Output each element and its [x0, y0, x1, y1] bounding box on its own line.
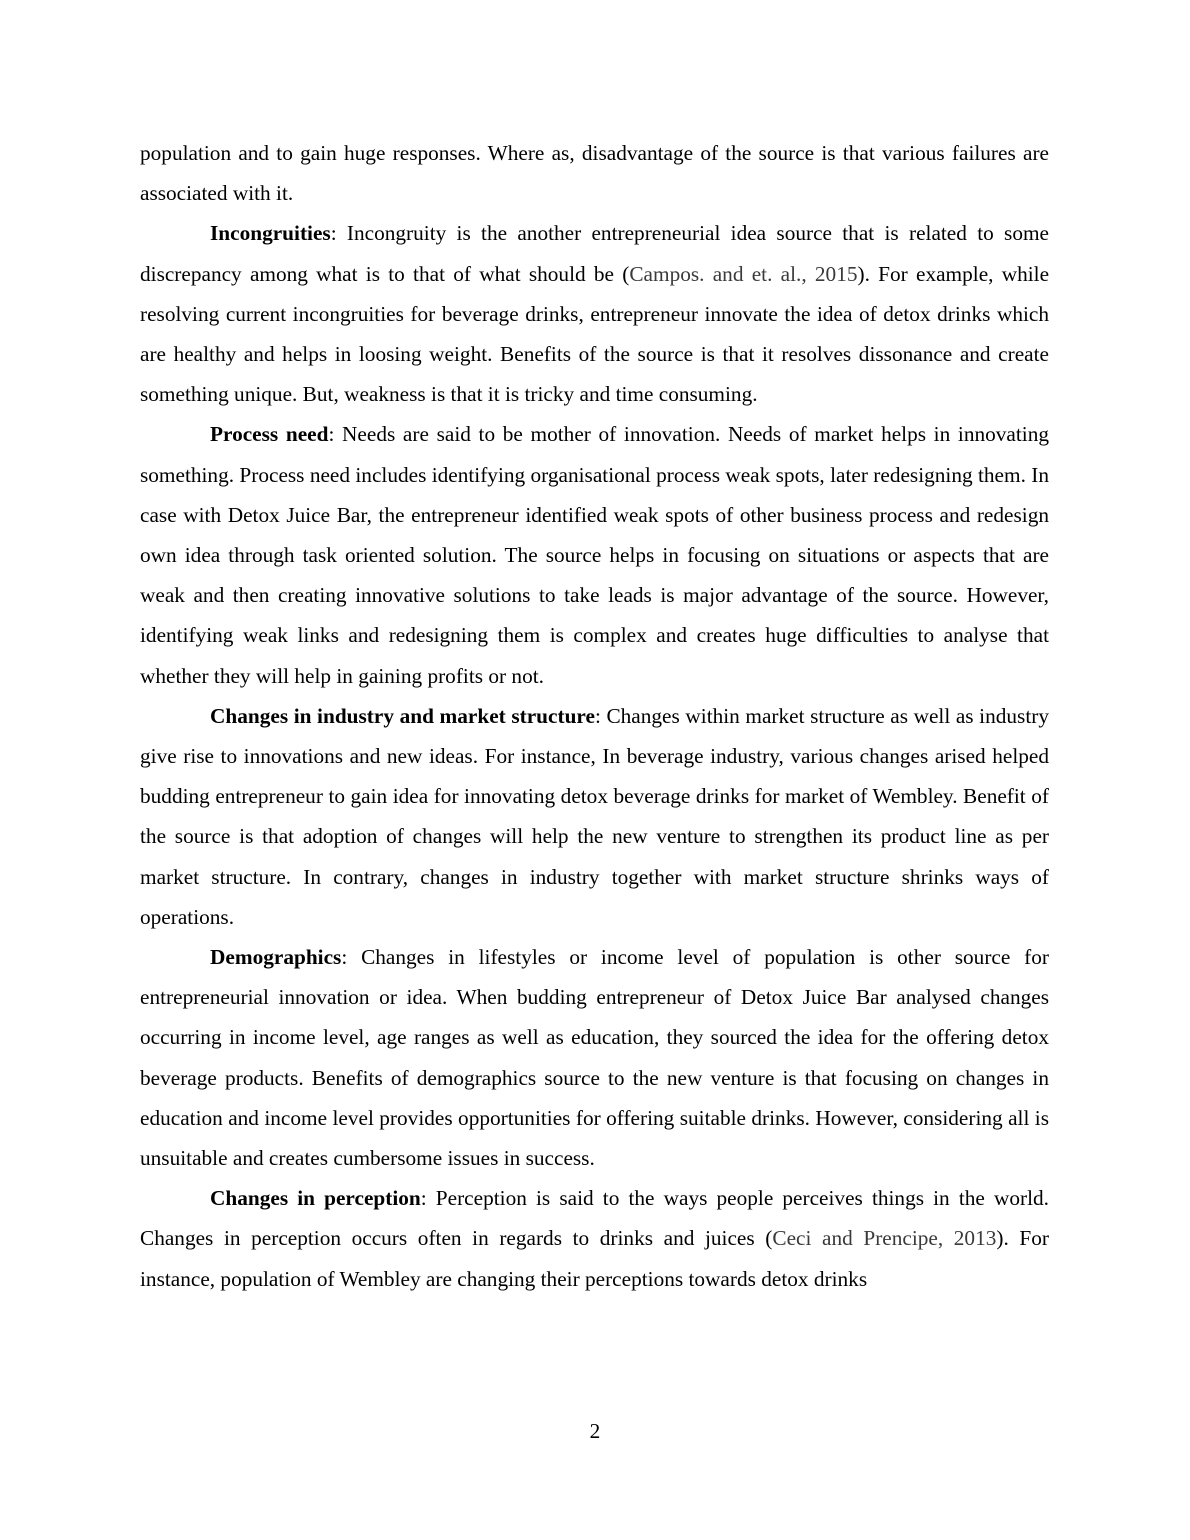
paragraph-incongruities — [140, 213, 1049, 414]
paragraph-perception — [140, 1178, 1049, 1299]
paragraph-text: : Perception is said to the ways people perceives things in the world. Changes in perception occurs often in regards to drinks and juices ( — [140, 1186, 1049, 1251]
page-number: 2 — [589, 1419, 601, 1443]
section-heading-incongruities: Incongruities — [210, 221, 331, 246]
paragraph-industry-market — [140, 696, 1049, 937]
paragraph-text: population and to gain huge responses. Where as, disadvantage of the source is that various failures are associated with it. — [140, 141, 1049, 206]
paragraph-text: : Needs are said to be mother of innovation. Needs of market helps in innovating something. Process need includes identifying organisational process weak spots, later redesigning them. In case with Detox Juice Bar, the entrepreneur identified weak spots of other business process and redesign own idea through task oriented solution. The source helps in focusing on situations or aspects that are weak and then creating innovative solutions to take leads is major advantage of the source. However, identifying weak links and redesigning them is complex and creates huge difficulties to analyse that whether they will help in gaining profits or not. — [140, 422, 1049, 688]
section-heading-process-need: Process need — [210, 422, 329, 447]
paragraph-text: ). For instance, population of Wembley are changing their perceptions towards detox drinks — [140, 1226, 1049, 1291]
citation: Campos. and et. al., 2015 — [629, 261, 858, 286]
paragraph-demographics — [140, 937, 1049, 1178]
paragraph-continuation — [140, 133, 1049, 213]
paragraph-text: ). For example, while resolving current incongruities for beverage drinks, entrepreneur innovate the idea of detox drinks which are healthy and helps in loosing weight. Benefits of the source is that it resolves dissonance and create something unique. But, weakness is that it is tricky and time consuming. — [140, 261, 1050, 407]
paragraph-text: : Changes in lifestyles or income level of population is other source for entrepreneurial innovation or idea. When budding entrepreneur of Detox Juice Bar analysed changes occurring in income level, age ranges as well as education, they sourced the idea for the offering detox beverage products. Benefits of demographics source to the new venture is that focusing on changes in education and income level provides opportunities for offering suitable drinks. However, considering all is unsuitable and creates cumbersome issues in success. — [140, 945, 1049, 1171]
citation: Ceci and Prencipe, 2013 — [772, 1226, 997, 1251]
paragraph-text: : Incongruity is the another entrepreneurial idea source that is related to some discrepancy among what is to that of what should be ( — [140, 221, 1049, 286]
section-heading-industry-market: Changes in industry and market structure — [210, 703, 595, 728]
document-body — [140, 133, 1049, 1299]
section-heading-perception: Changes in perception — [210, 1186, 421, 1211]
paragraph-text: : Changes within market structure as well as industry give rise to innovations and new ideas. For instance, In beverage industry, various changes arised helped budding entrepreneur to gain idea for innovating detox beverage drinks for market of Wembley. Benefit of the source is that adoption of changes will help the new venture to strengthen its product line as per market structure. In contrary, changes in industry together with market structure shrinks ways of operations. — [140, 703, 1049, 929]
section-heading-demographics: Demographics — [210, 945, 342, 970]
paragraph-process-need — [140, 414, 1049, 695]
